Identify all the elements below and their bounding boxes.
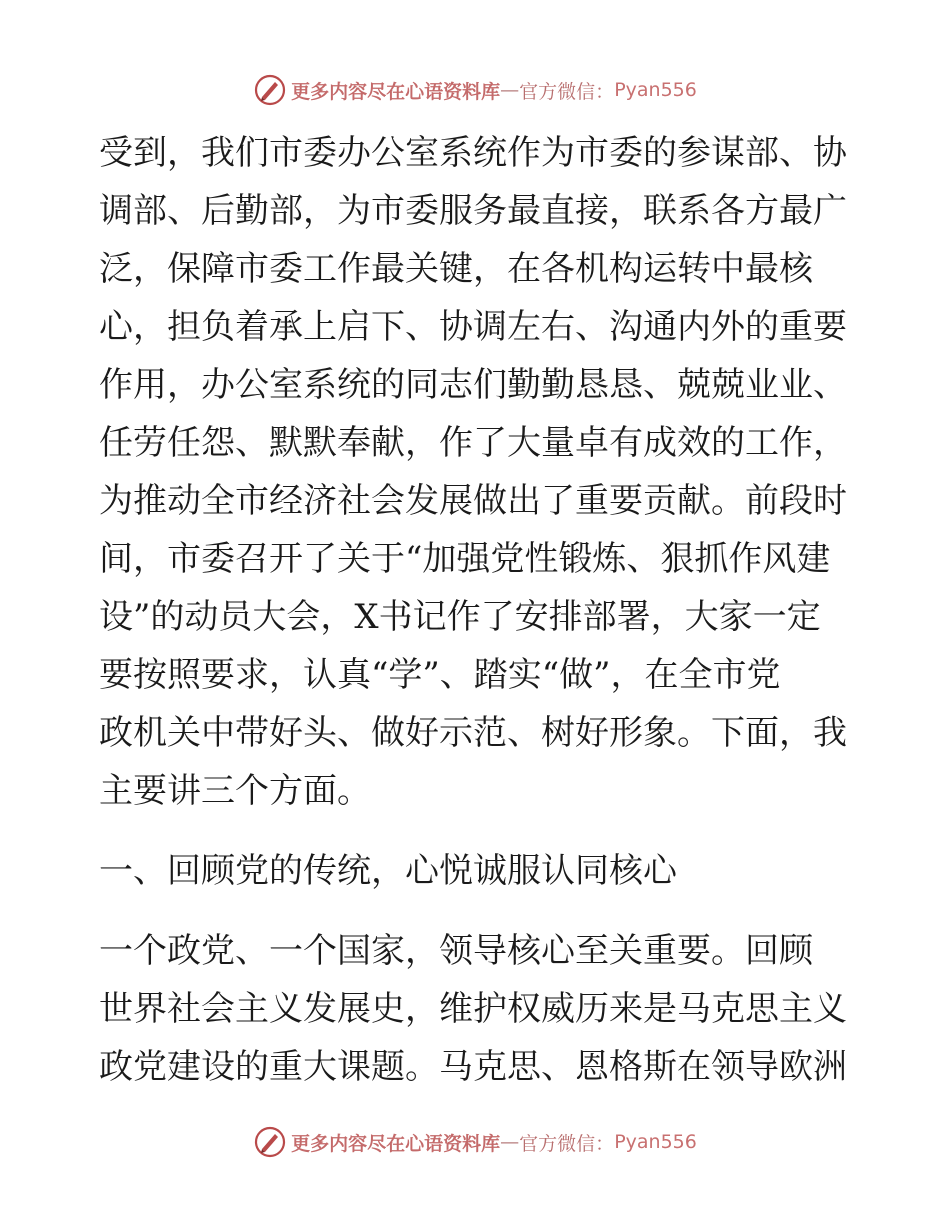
paragraph-line: 任劳任怨、默默奉献，作了大量卓有成效的工作， bbox=[99, 423, 847, 463]
paragraph-line: 设”的动员大会，X书记作了安排部署，大家一定 bbox=[99, 597, 821, 637]
paragraph-line: 政党建设的重大课题。马克思、恩格斯在领导欧洲 bbox=[99, 1047, 847, 1087]
pen-logo-icon bbox=[253, 73, 287, 107]
paragraph-line: 政机关中带好头、做好示范、树好形象。下面，我 bbox=[99, 713, 847, 753]
pen-logo-icon bbox=[253, 1125, 287, 1159]
wechat-id: Pyan556 bbox=[614, 79, 697, 101]
paragraph-line: 作用，办公室系统的同志们勤勤恳恳、兢兢业业、 bbox=[99, 365, 847, 405]
paragraph-line: 泛，保障市委工作最关键，在各机构运转中最核 bbox=[99, 249, 813, 289]
promo-text: 更多内容尽在心语资料库 bbox=[291, 1132, 501, 1155]
paragraph-line: 为推动全市经济社会发展做出了重要贡献。前段时 bbox=[99, 481, 847, 521]
paragraph-line: 心，担负着承上启下、协调左右、沟通内外的重要 bbox=[99, 307, 847, 347]
wechat-label: 官方微信： bbox=[519, 1132, 615, 1155]
paragraph-line: 世界社会主义发展史，维护权威历来是马克思主义 bbox=[99, 989, 847, 1029]
wechat-id: Pyan556 bbox=[614, 1131, 697, 1153]
paragraph-line: 受到，我们市委办公室系统作为市委的参谋部、协 bbox=[99, 133, 847, 173]
document-body bbox=[99, 124, 859, 1096]
paragraph-line: 主要讲三个方面。 bbox=[99, 771, 371, 811]
paragraph-line: 一个政党、一个国家，领导核心至关重要。回顾 bbox=[99, 931, 813, 971]
paragraph-line: 调部、后勤部，为市委服务最直接，联系各方最广 bbox=[99, 191, 847, 231]
paragraph-gap bbox=[99, 820, 859, 842]
footer-watermark-banner bbox=[0, 1122, 950, 1162]
paragraph-line: 间，市委召开了关于“加强党性锻炼、狠抓作风建 bbox=[99, 539, 831, 579]
section-heading: 一、回顾党的传统，心悦诚服认同核心 bbox=[99, 851, 677, 891]
banner-separator: — bbox=[500, 79, 520, 101]
paragraph-line: 要按照要求，认真“学”、踏实“做”，在全市党 bbox=[99, 655, 781, 695]
paragraph-gap bbox=[99, 900, 859, 922]
wechat-label: 官方微信： bbox=[519, 80, 615, 103]
header-watermark-banner bbox=[0, 70, 950, 110]
banner-separator: — bbox=[500, 1131, 520, 1153]
promo-text: 更多内容尽在心语资料库 bbox=[291, 80, 501, 103]
